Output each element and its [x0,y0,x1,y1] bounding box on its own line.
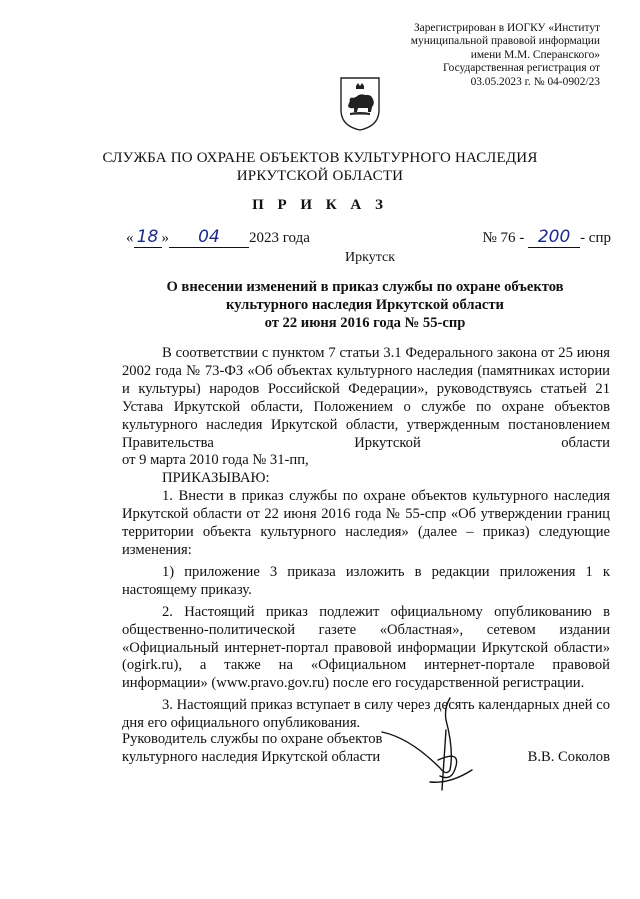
registration-line: Государственная регистрация от [443,62,600,75]
number-prefix: № 76 - [482,230,525,246]
preamble: В соответствии с пунктом 7 статьи 3.1 Федерального закона от 25 июня 2002 года № 73-ФЗ «Об объектах культурного наследия (памятниках истории и культуры) народов Российской Федерации», руководствуясь статьей 21 Устава Иркутской области, Положением о службе по охране объектов культурного наследия Иркутской области, утвержденным постановлением Правительства Иркутской области [122,345,610,451]
title-line: культурного наследия Иркутской области [226,297,504,313]
order-year: 2023 года [249,230,310,246]
signer-position: культурного наследия Иркутской области [122,749,381,765]
registration-line: 03.05.2023 г. № 04-0902/23 [470,75,600,88]
title-line: О внесении изменений в приказ службы по охране объектов [166,279,564,295]
item-1: 1. Внести в приказ службы по охране объектов культурного наследия Иркутской области от 22 июня 2016 года № 55-спр «Об утверждении границ территории объекта культурного наследия» (далее – приказ) следующие изменения: [122,488,610,558]
handwritten-day: 18 [136,227,159,247]
signer-name: В.В. Соколов [527,749,610,765]
title-line: от 22 июня 2016 года № 55-спр [264,315,466,331]
document-type: П Р И К А З [252,197,388,213]
quote-close: » [161,230,169,246]
order-date [126,227,310,248]
handwritten-month: 04 [198,227,220,247]
quote-open: « [126,230,134,246]
registration-stamp [350,22,600,89]
item-2: 2. Настоящий приказ подлежит официальному опубликованию в общественно-политической газете «Областная», сетевом издании «Официальный интернет-портал правовой информации Иркутской области» (ogirk.ru), а также на «Официальном интернет-портале правовой информации» (www.pravo.gov.ru) после его государственной регистрации. [122,603,610,692]
order-word: ПРИКАЗЫВАЮ: [162,470,270,487]
number-suffix: - спр [580,230,611,246]
order-number [483,227,612,248]
organization-name: СЛУЖБА ПО ОХРАНЕ ОБЪЕКТОВ КУЛЬТУРНОГО НАСЛЕДИЯ [102,150,538,166]
preamble-end: от 9 марта 2010 года № 31-пп, [122,452,309,469]
item-3: 3. Настоящий приказ вступает в силу через десять календарных дней со дня его официального опубликования. [122,697,610,732]
registration-line: имени М.М. Сперанского» [470,48,600,61]
signer-position: Руководитель службы по охране объектов [122,731,383,747]
city: Иркутск [344,250,396,265]
handwritten-number: 200 [537,227,571,247]
order-body [122,345,610,733]
coat-of-arms-icon [338,76,382,132]
registration-line: муниципальной правовой информации [410,35,600,48]
order-title [120,278,610,332]
date-number-row [126,227,611,249]
signature-block [122,730,610,766]
registration-line: Зарегистрирован в ИОГКУ «Институт [413,22,600,34]
item-1-sub: 1) приложение 3 приказа изложить в редакции приложения 1 к настоящему приказу. [122,563,610,598]
organization-region: ИРКУТСКОЙ ОБЛАСТИ [236,168,404,184]
